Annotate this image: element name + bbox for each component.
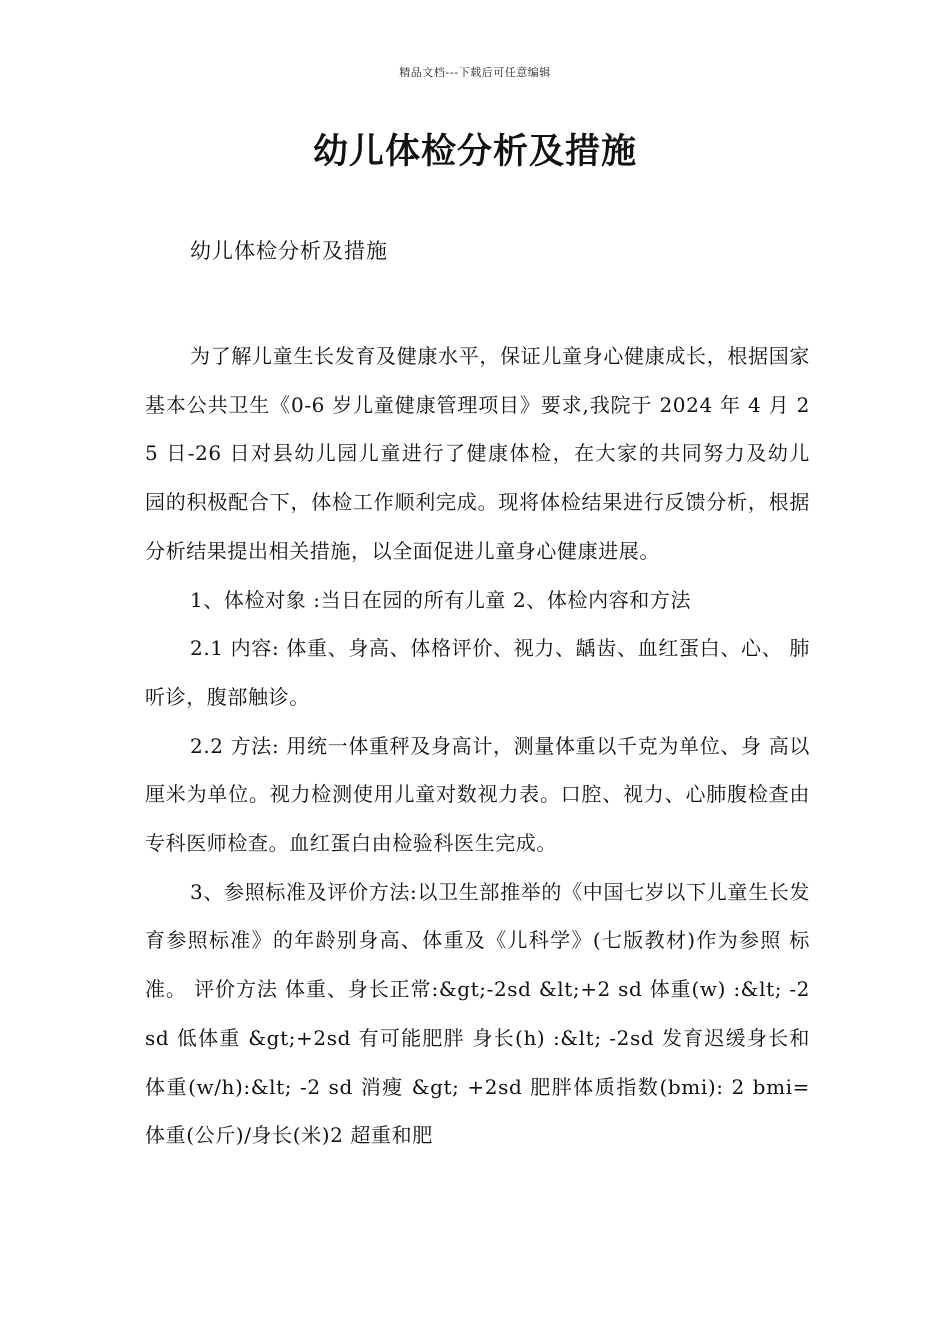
document-title: 幼儿体检分析及措施 [312, 132, 637, 172]
paragraph-content: 2.1 内容: 体重、身高、体格评价、视力、龋齿、血红蛋白、心、 肺听诊，腹部触诊。 [145, 636, 810, 709]
document-body [145, 332, 810, 1160]
paragraph-intro: 为了解儿童生长发育及健康水平，保证儿童身心健康成长，根据国家基本公共卫生《0-6 岁儿童健康管理项目》要求,我院于 2024 年 4 月 25 日-26 日对县幼儿园儿童进行了健康体检，在大家的共同努力及幼儿 园的积极配合下，体检工作顺利完成。现将体检结果进行反馈分析，根据分析结果提出相关措施，以全面促进儿童身心健康进展。 [145, 344, 810, 563]
paragraph-subjects: 1、体检对象 :当日在园的所有儿童 2、体检内容和方法 [190, 587, 692, 612]
paragraph-method: 2.2 方法: 用统一体重秤及身高计，测量体重以千克为单位、身 高以厘米为单位。视力检测使用儿童对数视力表。口腔、视力、心肺腹检查由专科医师检查。血红蛋白由检验科医生完成。 [145, 733, 810, 856]
header-note: 精品文档---下载后可任意编辑 [399, 66, 551, 79]
paragraph-standards: 3、参照标准及评价方法:以卫生部推举的《中国七岁以下儿童生长发 育参照标准》的年龄别身高、体重及《儿科学》(七版教材)作为参照 标准。 评价方法 体重、身长正常:&gt;-2sd &lt;+2 sd 体重(w) :&lt; -2 sd 低体重 &gt;+2sd 有可能肥胖 身长(h) :&lt; -2sd 发育迟缓身长和体重(w/h):&lt; -2 sd 消瘦 &gt; +2sd 肥胖体质指数(bmi): 2 bmi=体重(公斤)/身长(米)2 超重和肥 [145, 879, 810, 1148]
document-subtitle: 幼儿体检分析及措施 [190, 239, 388, 263]
